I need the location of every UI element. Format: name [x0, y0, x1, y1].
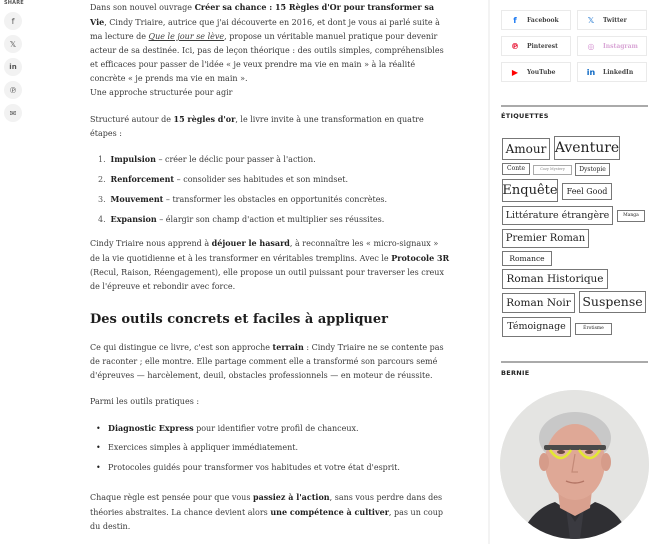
- instagram-icon: ◎: [587, 41, 595, 51]
- bold-text: passiez à l'action: [252, 492, 330, 502]
- social-label: Pinterest: [527, 42, 558, 50]
- text: (Recul, Raison, Réengagement), elle propose un outil puissant pour traverser les creux de l'épreuve et rebondir avec force.: [90, 268, 444, 291]
- linkedin-icon: in: [586, 67, 596, 77]
- social-youtube-link[interactable]: [501, 62, 571, 82]
- text: , sans vous perdre dans des théories abstraites. La chance devient alors: [90, 493, 443, 517]
- twitter-icon: 𝕏: [587, 15, 595, 25]
- step-text: – élargir son champ d'action et multiplier ses réussites.: [156, 215, 385, 224]
- social-instagram-link[interactable]: [577, 36, 647, 56]
- tag-link[interactable]: Cozy Mystery: [533, 165, 572, 175]
- bullet: •: [96, 463, 101, 472]
- section-divider: [501, 105, 648, 107]
- hasard-paragraph: [90, 236, 450, 294]
- share-x-button[interactable]: [4, 35, 22, 53]
- tag-link[interactable]: Érotisme: [575, 323, 612, 335]
- linkedin-icon: in: [9, 63, 17, 71]
- list-number: 3.: [98, 195, 106, 204]
- tool-text: Exercices simples à appliquer immédiatement.: [108, 443, 299, 452]
- share-facebook-button[interactable]: [4, 12, 22, 30]
- bold-text: terrain: [272, 342, 304, 352]
- list-item: [98, 152, 387, 172]
- step-title: Impulsion: [110, 154, 156, 164]
- text: , le livre invite à une transformation en quatre étapes :: [90, 115, 424, 138]
- bold-text: Protocole 3R: [391, 253, 450, 263]
- text: , propose un véritable manuel pratique pour devenir acteur de sa destinée. Ici, pas de leçon théorique : des outils simples, compréhensibles et efficaces pour passer de l'idée « je veux prendre ma vie en main » à la réalité concrète « je prends ma vie en main ».: [90, 32, 444, 83]
- facebook-icon: f: [11, 16, 15, 26]
- tool-text: pour identifier votre profil de chanceux.: [193, 424, 359, 433]
- tag-link[interactable]: Suspense: [579, 291, 646, 313]
- list-item: [96, 441, 400, 461]
- bold-text: 15 règles d'or: [173, 114, 236, 124]
- tag-link[interactable]: Premier Roman: [502, 229, 589, 248]
- book-link[interactable]: Que le jour se lève: [148, 32, 225, 41]
- list-number: 4.: [98, 215, 106, 224]
- social-twitter-link[interactable]: [577, 10, 647, 30]
- social-label: LinkedIn: [603, 68, 634, 76]
- step-title: Mouvement: [110, 194, 164, 204]
- list-number: 1.: [98, 155, 106, 164]
- text: Chaque règle est pensée pour que vous: [90, 493, 253, 502]
- subheading-text: Une approche structurée pour agir: [90, 88, 233, 97]
- steps-list: [98, 152, 387, 232]
- email-icon: ✉: [9, 108, 17, 118]
- bold-text: déjouer le hasard: [211, 238, 290, 248]
- list-item: [98, 192, 387, 212]
- tags-title: ÉTIQUETTES: [501, 112, 549, 120]
- list-item: [96, 461, 400, 481]
- facebook-icon: f: [513, 15, 517, 25]
- step-text: – créer le déclic pour passer à l'action.: [155, 155, 316, 164]
- section-heading: Des outils concrets et faciles à appliquer: [90, 312, 388, 327]
- author-portrait: [500, 390, 649, 539]
- list-item: [98, 212, 387, 232]
- social-label: Facebook: [527, 16, 559, 24]
- tag-link[interactable]: Roman Historique: [502, 269, 608, 289]
- tag-link[interactable]: Feel Good: [562, 183, 612, 200]
- author-title: BERNIE: [501, 369, 530, 377]
- tag-link[interactable]: Enquête: [502, 179, 558, 202]
- text: Ce qui distingue ce livre, c'est son approche: [90, 343, 273, 352]
- book-title: Créer sa chance : 15 Règles d'Or pour transformer sa Vie: [90, 2, 435, 27]
- text: Structuré autour de: [90, 115, 174, 124]
- structure-paragraph: [90, 112, 450, 141]
- step-text: – consolider ses habitudes et son mindset.: [174, 175, 349, 184]
- text: , pas un coup du destin.: [90, 508, 443, 531]
- list-item: [98, 172, 387, 192]
- social-linkedin-link[interactable]: [577, 62, 647, 82]
- tag-link[interactable]: Conte: [502, 163, 530, 175]
- social-pinterest-link[interactable]: [501, 36, 571, 56]
- section-divider: [501, 361, 648, 363]
- step-title: Renforcement: [110, 174, 175, 184]
- author-avatar: [500, 390, 649, 539]
- tool-title: Diagnostic Express: [108, 423, 194, 433]
- social-label: Instagram: [603, 42, 638, 50]
- social-label: YouTube: [527, 68, 556, 76]
- tag-link[interactable]: Littérature étrangère: [502, 206, 613, 225]
- text: , à reconnaître les « micro-signaux » de la vie quotidienne et à les transformer en véritables tremplins. Avec le: [90, 239, 439, 263]
- tag-link[interactable]: Romance: [502, 251, 552, 266]
- step-title: Expansion: [110, 214, 157, 224]
- pinterest-icon: ℗: [9, 85, 17, 95]
- text: Dans son nouvel ouvrage: [90, 3, 195, 12]
- tag-link[interactable]: Manga: [617, 210, 645, 222]
- terrain-paragraph: [90, 340, 450, 383]
- x-icon: 𝕏: [9, 39, 17, 49]
- sidebar-divider: [488, 0, 490, 544]
- tools-list: [96, 421, 400, 481]
- text: , Cindy Triaire, autrice que j'ai découverte en 2016, et dont je vous ai parlé suite à ma lecture de: [90, 18, 440, 41]
- youtube-icon: ▶: [511, 67, 519, 77]
- conclusion-paragraph: [90, 490, 450, 534]
- tag-link[interactable]: Témoignage: [502, 317, 571, 337]
- share-email-button[interactable]: [4, 104, 22, 122]
- tools-intro: Parmi les outils pratiques :: [90, 397, 200, 406]
- tag-link[interactable]: Aventure: [554, 136, 620, 160]
- tag-link[interactable]: Roman Noir: [502, 293, 575, 313]
- share-linkedin-button[interactable]: [4, 58, 22, 76]
- pinterest-icon: ℗: [511, 41, 519, 51]
- intro-paragraph: [90, 0, 450, 100]
- share-pinterest-button[interactable]: [4, 81, 22, 99]
- tag-link[interactable]: Dystopie: [575, 163, 610, 176]
- text: : Cindy Triaire ne se contente pas de raconter ; elle montre. Elle partage comment elle a transformé son parcours semé d'épreuves — harcèlement, deuil, obstacles professionnels — en moteur de réussite.: [90, 343, 444, 380]
- share-label: SHARE: [4, 0, 24, 6]
- list-number: 2.: [98, 175, 106, 184]
- bullet: •: [96, 443, 101, 452]
- step-text: – transformer les obstacles en opportunités concrètes.: [163, 195, 388, 204]
- social-facebook-link[interactable]: [501, 10, 571, 30]
- list-item: [96, 421, 400, 441]
- social-label: Twitter: [603, 16, 627, 24]
- bullet: •: [96, 424, 101, 433]
- text: Cindy Triaire nous apprend à: [90, 239, 212, 248]
- tool-text: Protocoles guidés pour transformer vos habitudes et votre état d'esprit.: [108, 463, 400, 472]
- tag-link[interactable]: Amour: [502, 138, 550, 160]
- bold-text: une compétence à cultiver: [270, 507, 389, 517]
